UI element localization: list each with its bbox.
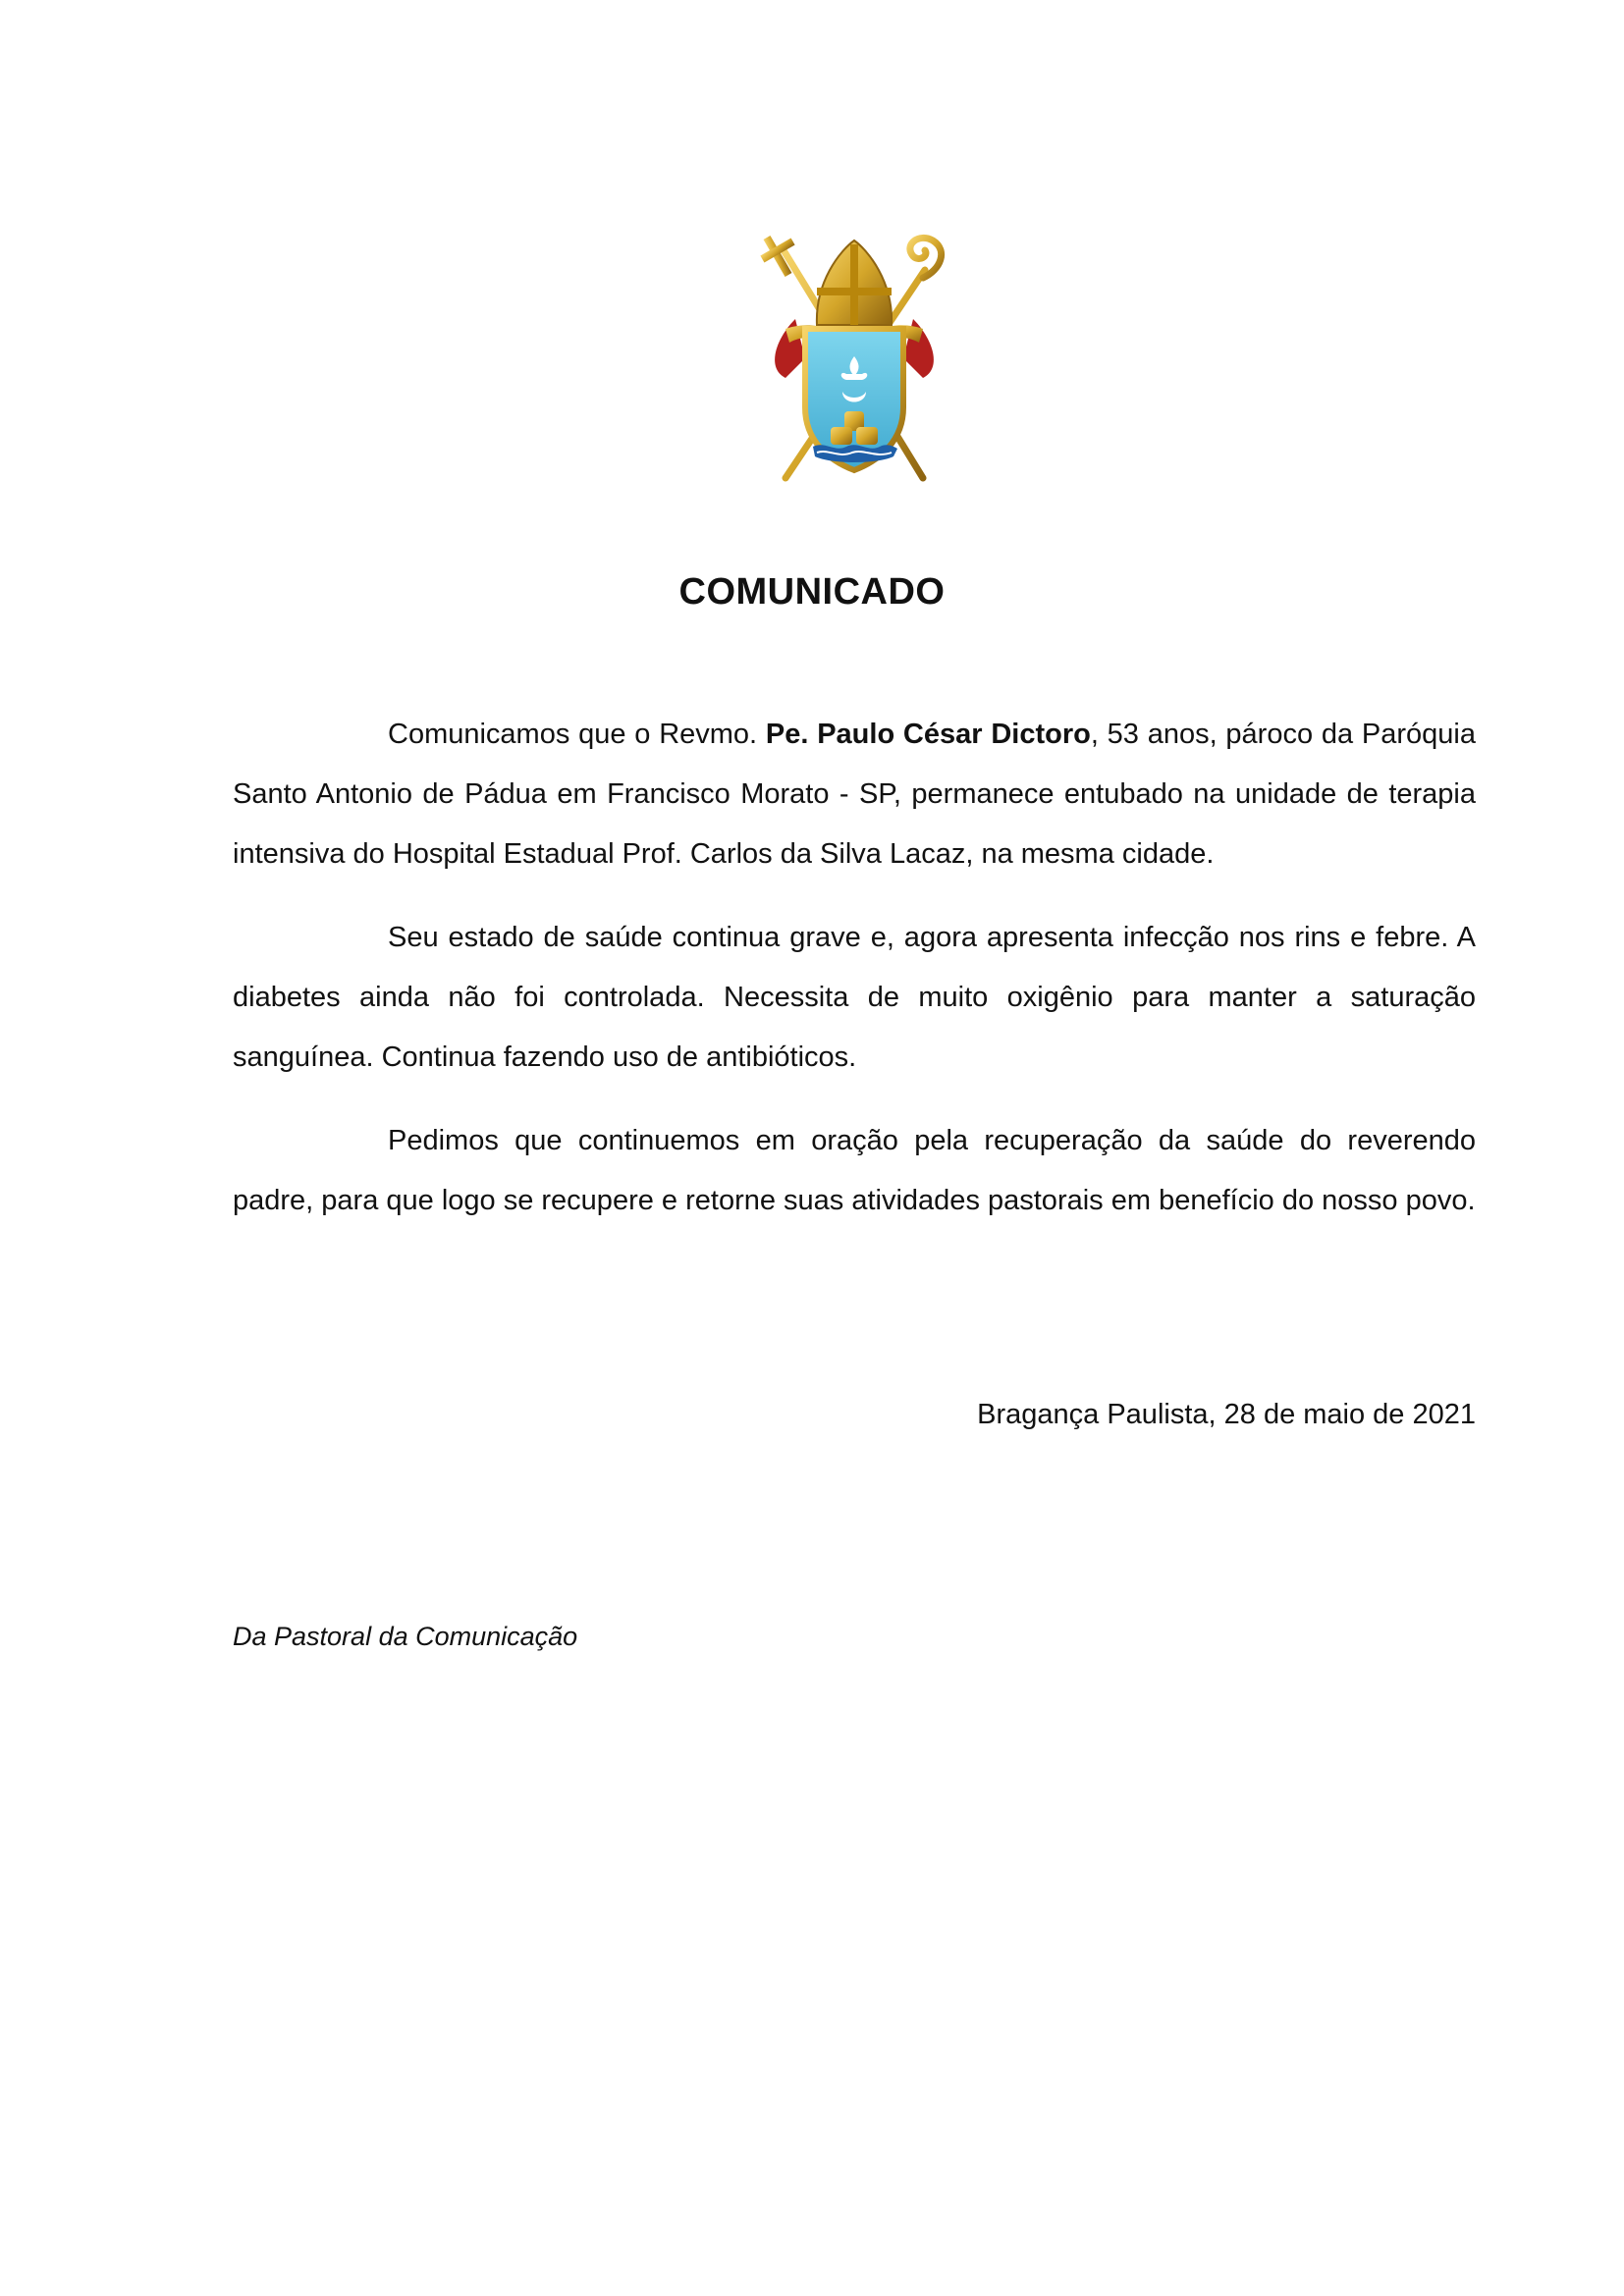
signature: Da Pastoral da Comunicação <box>233 1622 578 1651</box>
paragraph-1-suffix: , 53 anos, pároco da Paróquia Santo Antonio de Pádua em Francisco Morato - SP, permanece entubado na unidade de terapia intensiva do Hospital Estadual Prof. Carlos da Silva Lacaz, na mesma cidade. <box>233 719 1476 870</box>
document-title: COMUNICADO <box>678 571 946 613</box>
paragraph-1 <box>233 705 1476 884</box>
coat-of-arms-icon <box>756 231 952 484</box>
document-body <box>233 705 1476 1255</box>
paragraph-3: Pedimos que continuemos em oração pela recuperação da saúde do reverendo padre, para que logo se recupere e retorne suas atividades pastorais em benefício do nosso povo. <box>233 1125 1476 1216</box>
paragraph-1-prefix: Comunicamos que o Revmo. <box>388 719 766 750</box>
place-and-date: Bragança Paulista, 28 de maio de 2021 <box>977 1399 1476 1430</box>
paragraph-2: Seu estado de saúde continua grave e, agora apresenta infecção nos rins e febre. A diabetes ainda não foi controlada. Necessita de muito oxigênio para manter a saturação sanguínea. Continua fazendo uso de antibióticos. <box>233 922 1476 1073</box>
priest-name: Pe. Paulo César Dictoro <box>765 719 1091 750</box>
